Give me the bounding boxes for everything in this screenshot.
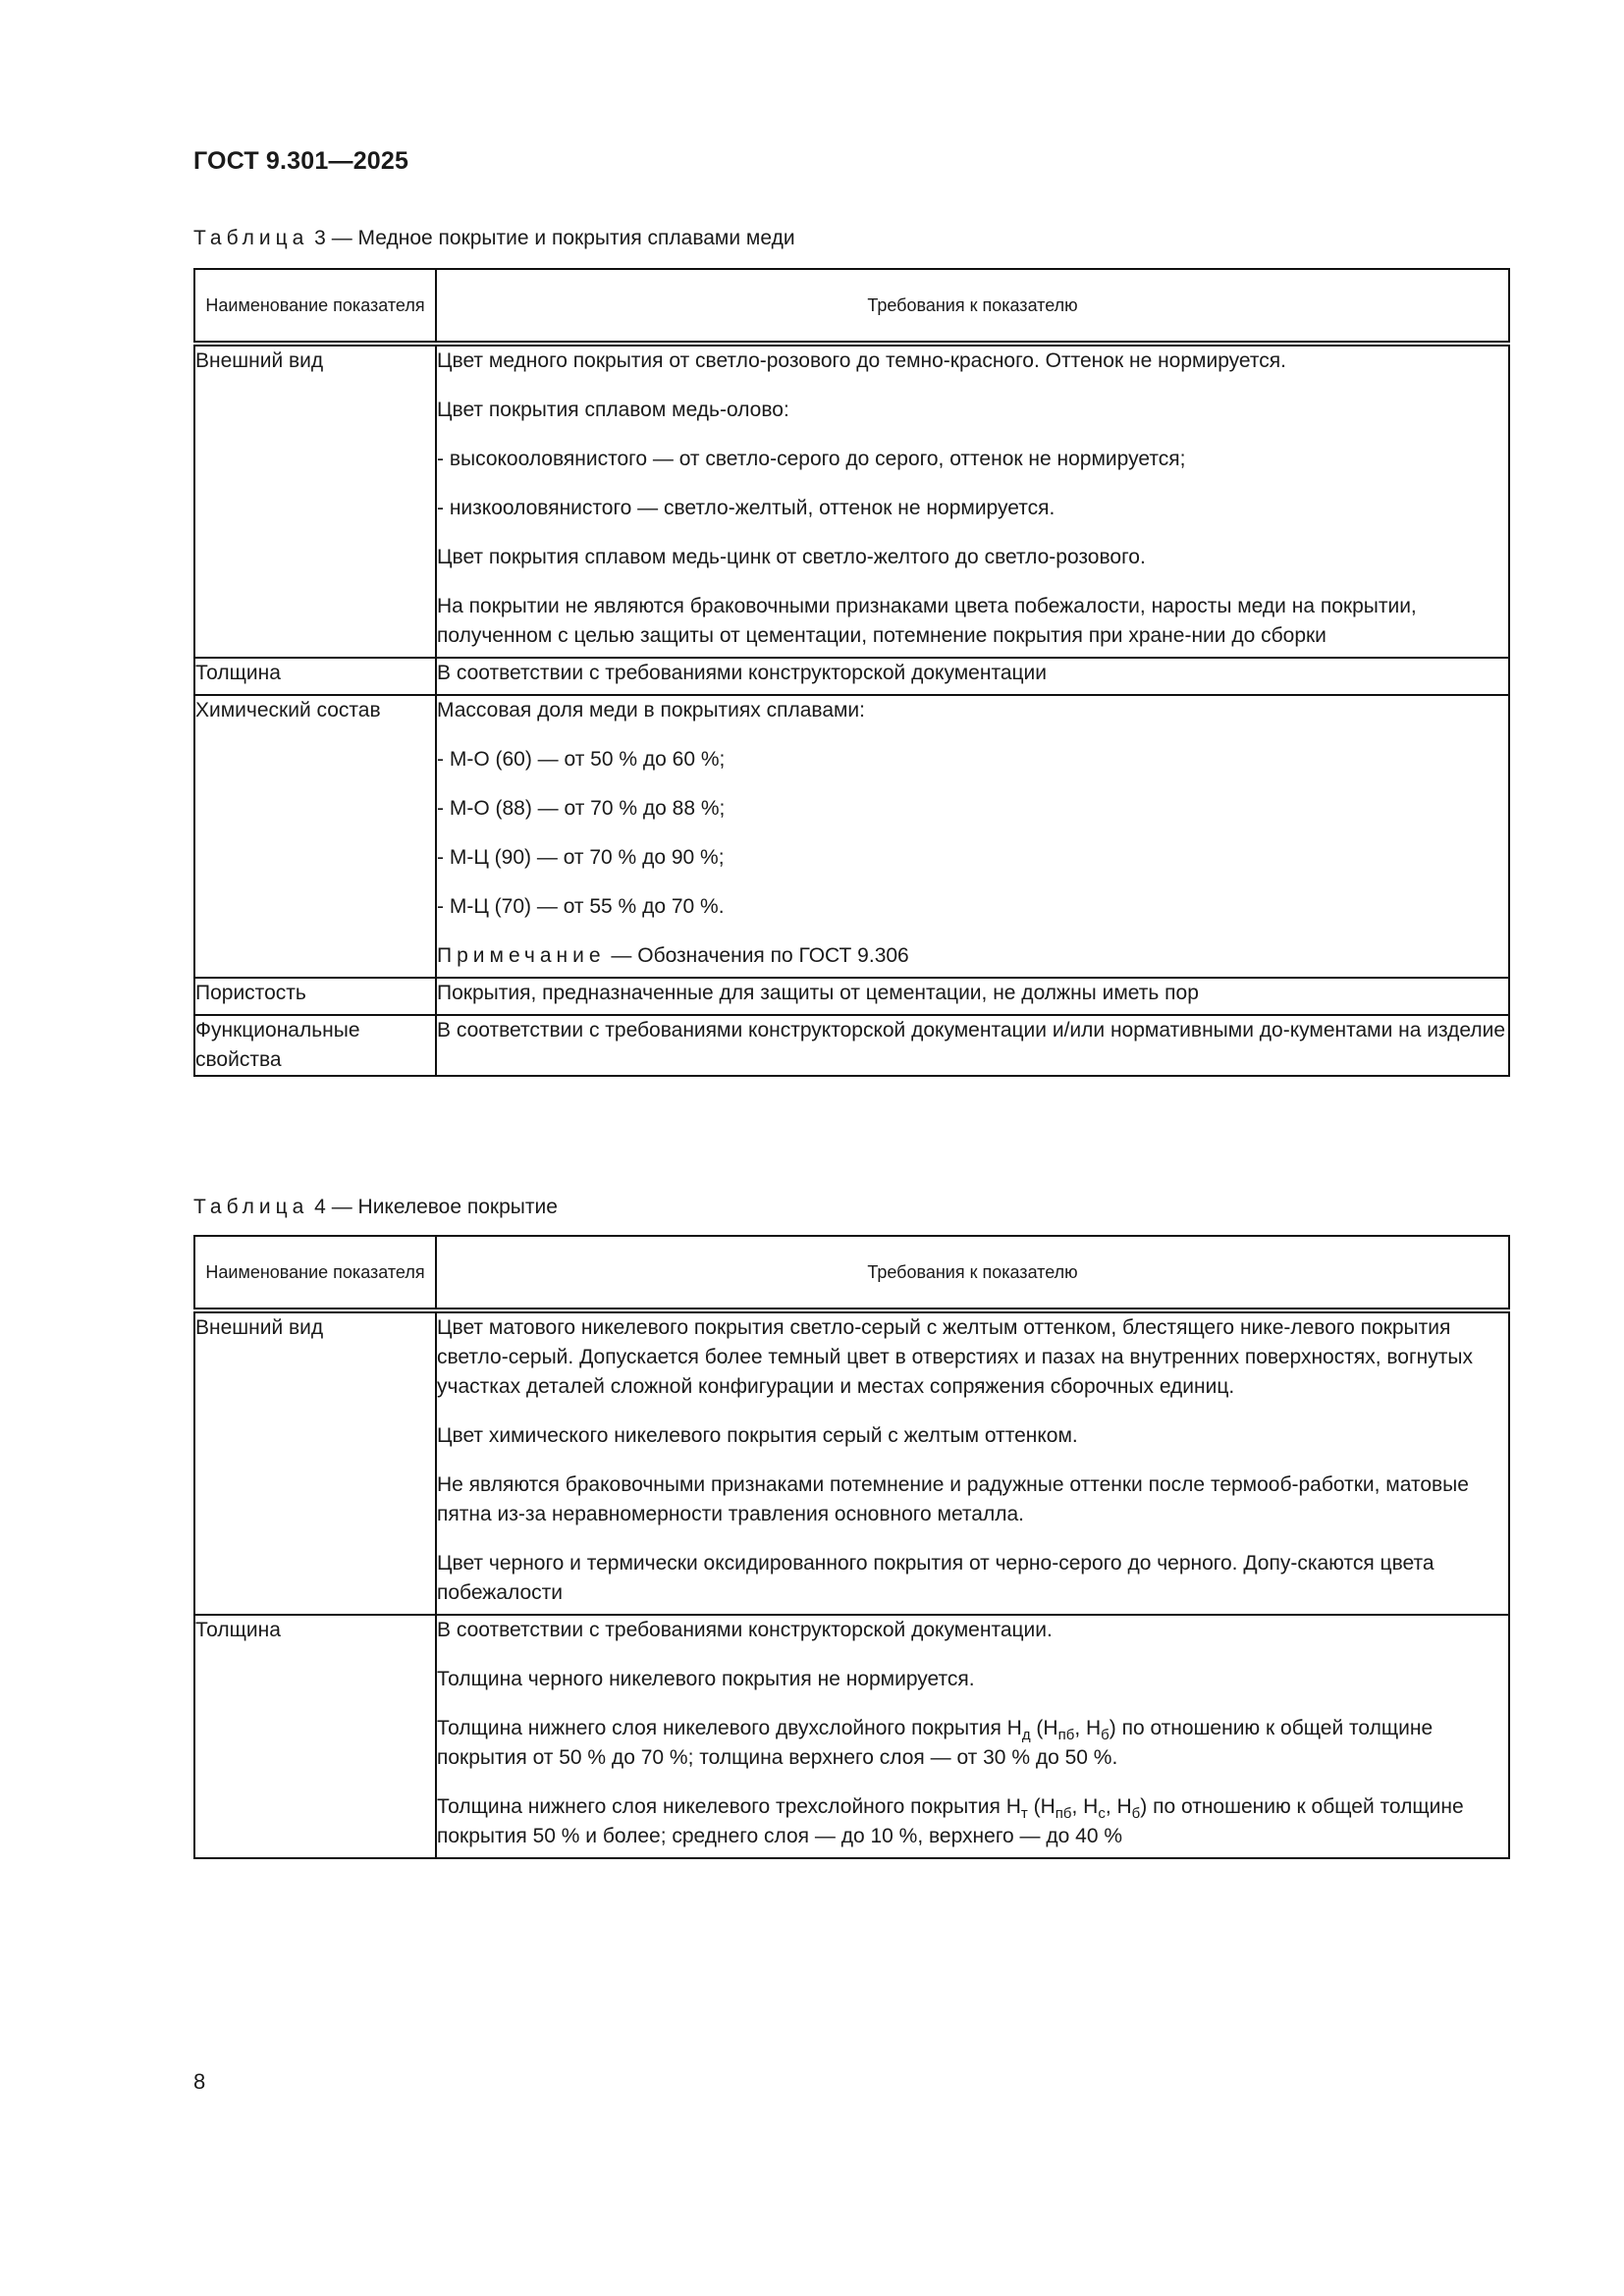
table3-caption-prefix: Таблица [193,227,309,249]
text-run: , Н [1071,1795,1099,1818]
row-name-chemical-composition: Химический состав [194,695,436,978]
document-code: ГОСТ 9.301—2025 [193,147,409,175]
table3-header-row [194,269,1509,344]
row-requirements-appearance [436,1310,1509,1615]
text-run: (Н [1027,1795,1056,1818]
text-run: (Н [1030,1717,1058,1739]
subscript: д [1021,1727,1031,1743]
page-number: 8 [193,2069,206,2094]
requirement-paragraph: Массовая доля меди в покрытиях сплавами: [437,699,865,721]
row-name-thickness: Толщина [194,658,436,695]
note-label: Примечание [437,944,606,967]
subscript: с [1098,1805,1106,1822]
requirement-paragraph: Не являются браковочными признаками потемнение и радужные оттенки после термооб-работки, матовые пятна из-за неравномерности травления основного металла. [437,1473,1469,1525]
table-row [194,658,1509,695]
table4-caption-title: 4 — Никелевое покрытие [308,1196,558,1218]
requirement-paragraph: Цвет черного и термически оксидированного покрытия от черно-серого до черного. Допу-скаются цвета побежалости [437,1552,1435,1604]
row-name-appearance: Внешний вид [194,1310,436,1615]
row-name-porosity: Пористость [194,978,436,1015]
table3-caption [193,227,795,250]
text-run: Толщина нижнего слоя никелевого трехслойного покрытия Н [437,1795,1021,1818]
subscript: пб [1055,1805,1072,1822]
text-run: , Н [1105,1795,1132,1818]
row-requirements-porosity [436,978,1509,1015]
requirement-list-item: - М-Ц (90) — от 70 % до 90 %; [437,846,725,869]
table-row [194,695,1509,978]
subscript: б [1101,1727,1110,1743]
table-row [194,978,1509,1015]
row-requirements-chemical-composition [436,695,1509,978]
text-run: ) по отношению к общей толщине покрытия от 50 % до 70 %; толщина верхнего слоя — от 30 % до 50 %. [437,1717,1434,1769]
table3-caption-title: 3 — Медное покрытие и покрытия сплавами меди [308,227,795,249]
table4-nickel-coating [193,1235,1510,1859]
row-name-functional-properties: Функциональные свойства [194,1015,436,1076]
requirement-list-item: - высокооловянистого — от светло-серого до серого, оттенок не нормируется; [437,448,1186,470]
note-text: — Обозначения по ГОСТ 9.306 [605,944,909,967]
column-header-requirements: Требования к показателю [436,1236,1509,1310]
text-run: ) по отношению к общей толщине покрытия 50 % и более; среднего слоя — до 10 %, верхнего — до 40 % [437,1795,1464,1847]
requirement-paragraph: Цвет покрытия сплавом медь-олово: [437,399,789,421]
row-name-thickness: Толщина [194,1615,436,1858]
column-header-indicator: Наименование показателя [194,1236,436,1310]
requirement-paragraph: Цвет медного покрытия от светло-розового до темно-красного. Оттенок не нормируется. [437,349,1286,372]
text-run: , Н [1074,1717,1102,1739]
subscript: т [1020,1805,1028,1822]
table4-caption-prefix: Таблица [193,1196,309,1218]
row-requirements-thickness [436,658,1509,695]
requirement-paragraph: В соответствии с требованиями конструкторской документации. [437,1619,1053,1641]
row-name-appearance: Внешний вид [194,344,436,658]
requirement-paragraph: В соответствии с требованиями конструкторской документации [437,662,1048,684]
requirement-list-item: - М-О (60) — от 50 % до 60 %; [437,748,726,771]
row-requirements-thickness [436,1615,1509,1858]
requirement-list-item: - низкооловянистого — светло-желтый, оттенок не нормируется. [437,497,1056,519]
requirement-list-item: - М-Ц (70) — от 55 % до 70 %. [437,895,725,918]
table-note [437,941,1508,971]
requirement-paragraph: В соответствии с требованиями конструкторской документации и/или нормативными до-кументами на изделие [437,1019,1506,1041]
column-header-indicator: Наименование показателя [194,269,436,344]
table3-copper-coating [193,268,1510,1077]
requirement-paragraph: Покрытия, предназначенные для защиты от цементации, не должны иметь пор [437,982,1199,1004]
table4-caption [193,1196,558,1219]
requirement-paragraph: Цвет химического никелевого покрытия серый с желтым оттенком. [437,1424,1078,1447]
row-requirements-appearance [436,344,1509,658]
requirement-paragraph: Цвет матового никелевого покрытия светло-серый с желтым оттенком, блестящего нике-левого покрытия светло-серый. Допускается более темный цвет в отверстиях и пазах на внутренних поверхностях, вогнутых участках деталей сложной конфигурации и местах сопряжения сборочных единиц. [437,1316,1473,1398]
requirement-paragraph: Цвет покрытия сплавом медь-цинк от светло-желтого до светло-розового. [437,546,1146,568]
text-run: Толщина нижнего слоя никелевого двухслойного покрытия Н [437,1717,1022,1739]
table-row [194,1015,1509,1076]
requirement-paragraph-two-layer [437,1714,1508,1773]
subscript: пб [1057,1727,1075,1743]
table4-header-row [194,1236,1509,1310]
requirement-paragraph: Толщина черного никелевого покрытия не нормируется. [437,1668,975,1690]
requirement-paragraph-three-layer [437,1792,1508,1851]
table-row [194,1310,1509,1615]
table-row [194,1615,1509,1858]
column-header-requirements: Требования к показателю [436,269,1509,344]
row-requirements-functional-properties [436,1015,1509,1076]
requirement-list-item: - М-О (88) — от 70 % до 88 %; [437,797,726,820]
requirement-paragraph: На покрытии не являются браковочными признаками цвета побежалости, наросты меди на покрытии, полученном с целью защиты от цементации, потемнение покрытия при хране-нии до сборки [437,595,1417,647]
subscript: б [1131,1805,1141,1822]
table-row [194,344,1509,658]
